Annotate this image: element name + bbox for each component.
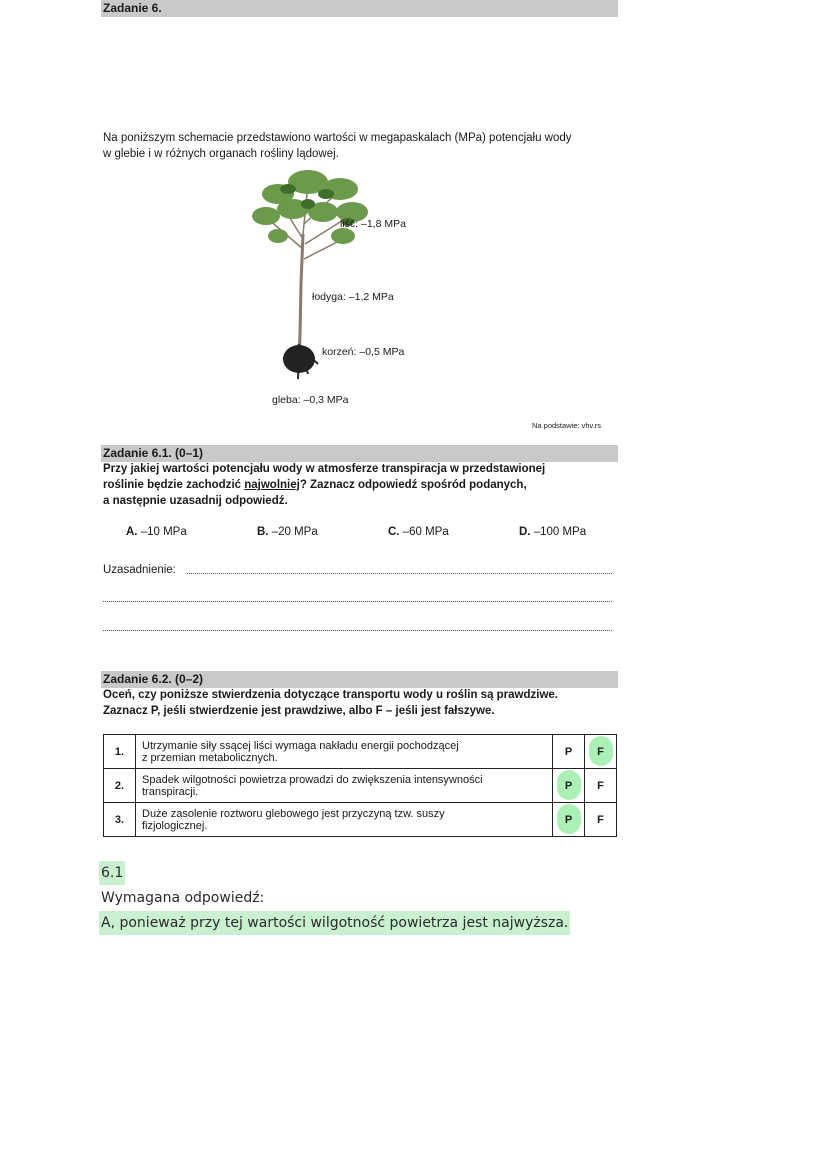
answer-text: A, ponieważ przy tej wartości wilgotność powietrza jest najwyższa.	[99, 911, 570, 935]
row-number: 2.	[104, 769, 136, 803]
answer-line-1[interactable]	[187, 573, 612, 574]
true-option[interactable]: P	[553, 769, 585, 803]
statement-text: Duże zasolenie roztworu glebowego jest przyczyną tzw. suszy fizjologicznej.	[136, 803, 553, 837]
statement-text: Spadek wilgotności powietrza prowadzi do zwiększenia intensywności transpiracji.	[136, 769, 553, 803]
task6-header: Zadanie 6.	[101, 0, 618, 17]
option-b[interactable]: B. –20 MPa	[257, 526, 318, 538]
stem-label: łodyga: –1,2 MPa	[312, 291, 394, 303]
statement-text: Utrzymanie siły ssącej liści wymaga nakładu energii pochodzącej z przemian metabolicznych.	[136, 735, 553, 769]
row-number: 1.	[104, 735, 136, 769]
option-d[interactable]: D. –100 MPa	[519, 526, 587, 538]
task62-header: Zadanie 6.2. (0–2)	[101, 671, 618, 688]
task61-question-line3: a następnie uzasadnij odpowiedź.	[103, 495, 288, 507]
answer-number: 6.1	[99, 861, 125, 885]
false-option[interactable]: F	[585, 735, 617, 769]
option-c[interactable]: C. –60 MPa	[388, 526, 449, 538]
task6-intro-line2: w glebie i w różnych organach rośliny lądowej.	[103, 148, 339, 160]
task6-intro-line1: Na poniższym schemacie przedstawiono wartości w megapaskalach (MPa) potencjału wody	[103, 132, 572, 144]
task61-question-line2: roślinie będzie zachodzić najwolniej? Zaznacz odpowiedź spośród podanych,	[103, 479, 527, 491]
task62-instruction-line1: Oceń, czy poniższe stwierdzenia dotyczące transportu wody u roślin są prawdziwe.	[103, 689, 559, 701]
soil-label: gleba: –0,3 MPa	[272, 394, 349, 406]
true-option[interactable]: P	[553, 803, 585, 837]
task61-question-line1: Przy jakiej wartości potencjału wody w atmosferze transpiracja w przedstawionej	[103, 463, 546, 475]
false-option[interactable]: F	[585, 803, 617, 837]
false-option[interactable]: F	[585, 769, 617, 803]
table-row	[104, 769, 617, 803]
table-row	[104, 735, 617, 769]
table-row	[104, 803, 617, 837]
justification-label: Uzasadnienie:	[103, 564, 176, 576]
statements-table	[103, 734, 617, 837]
root-label: korzeń: –0,5 MPa	[322, 346, 405, 358]
answer-line-3[interactable]	[103, 630, 612, 631]
answer-line-2[interactable]	[103, 601, 612, 602]
task61-header: Zadanie 6.1. (0–1)	[101, 445, 618, 462]
source-note: Na podstawie: vhv.rs	[532, 421, 602, 430]
row-number: 3.	[104, 803, 136, 837]
true-option[interactable]: P	[553, 735, 585, 769]
option-a[interactable]: A. –10 MPa	[126, 526, 187, 538]
leaf-label: liść: –1,8 MPa	[340, 218, 406, 230]
answer-label: Wymagana odpowiedź:	[101, 890, 265, 906]
task62-instruction-line2: Zaznacz P, jeśli stwierdzenie jest prawdziwe, albo F – jeśli jest fałszywe.	[103, 705, 495, 717]
underlined-word: najwolniej	[244, 479, 300, 491]
